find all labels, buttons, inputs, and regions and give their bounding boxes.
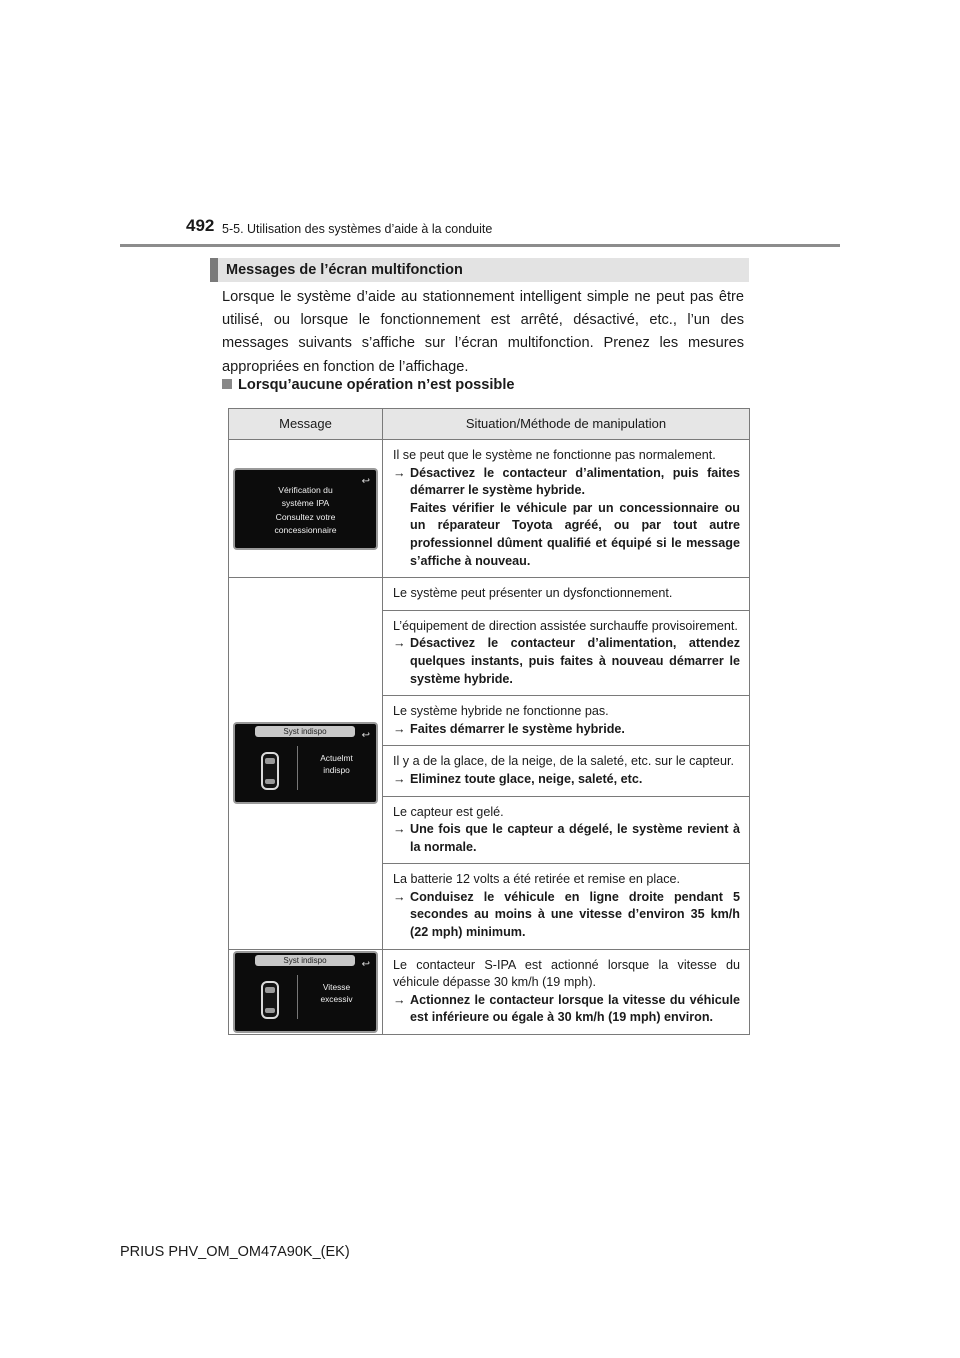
situation-text: La batterie 12 volts a été retirée et remise en place.	[393, 872, 681, 887]
situation-cell	[383, 864, 750, 949]
action-text: → Désactivez le contacteur d’alimentation, attendez quelques instants, puis faites à nouveau démarrer le système hybride.	[393, 636, 740, 686]
back-arrow-icon: ↩	[361, 475, 370, 487]
arrow-icon: →	[393, 771, 406, 786]
subheading	[222, 377, 515, 393]
table-row	[229, 578, 750, 611]
status-pill: Syst indispo	[255, 726, 355, 737]
screen-line: indispo	[323, 765, 350, 776]
situation-text: Le système hybride ne fonctionne pas.	[393, 704, 609, 719]
action-text: → Eliminez toute glace, neige, saleté, etc.	[393, 771, 740, 789]
page-number: 492	[186, 216, 215, 235]
ipa-check-screen	[233, 468, 378, 550]
situation-text: Le système peut présenter un dysfonctionnement.	[393, 586, 673, 601]
situation-cell	[383, 796, 750, 864]
car-icon	[261, 752, 279, 790]
screen-line: Consultez votre	[275, 511, 336, 522]
footer-doc-code: PRIUS PHV_OM_OM47A90K_(EK)	[120, 1244, 350, 1260]
section-heading: Messages de l’écran multifonction	[210, 258, 749, 282]
syst-indispo-screen	[233, 722, 378, 804]
situation-text: Il y a de la glace, de la neige, de la saleté, etc. sur le capteur.	[393, 754, 734, 769]
screen-line: Vitesse	[322, 981, 351, 992]
arrow-icon: →	[393, 721, 406, 736]
situation-cell	[383, 440, 750, 578]
situation-text: Le capteur est gelé.	[393, 804, 504, 819]
status-pill: Syst indispo	[255, 955, 355, 966]
back-arrow-icon: ↩	[361, 958, 370, 970]
column-header-situation: Situation/Méthode de manipulation	[383, 409, 750, 440]
situation-cell	[383, 746, 750, 796]
screen-line: Vérification du	[278, 484, 333, 495]
vitesse-excessive-screen	[233, 951, 378, 1033]
header-rule	[120, 244, 840, 247]
situation-text: Le contacteur S-IPA est actionné lorsque la vitesse du véhicule dépasse 30 km/h (19 mph).	[393, 957, 740, 990]
table-row	[229, 440, 750, 578]
message-image-cell	[229, 578, 383, 950]
situation-cell	[383, 610, 750, 695]
screen-message	[243, 484, 368, 538]
arrow-icon: →	[393, 889, 406, 904]
message-image-cell	[229, 949, 383, 1034]
subheading-text: Lorsqu’aucune opération n’est possible	[238, 377, 515, 393]
screen-line: Actuelmt	[320, 753, 353, 764]
action-text: → Actionnez le contacteur lorsque la vitesse du véhicule est inférieure ou égale à 30 km/h (19 mph) environ.	[393, 992, 740, 1025]
action-text: → Conduisez le véhicule en ligne droite pendant 5 secondes au moins à une vitesse d’environ 35 km/h (22 mph) minimum.	[393, 889, 740, 940]
arrow-icon: →	[393, 822, 406, 837]
situation-cell	[383, 578, 750, 611]
situation-text: L’équipement de direction assistée surchauffe provisoirement.	[393, 618, 738, 633]
intro-paragraph: Lorsque le système d’aide au stationnement intelligent simple ne peut pas être utilisé, ou lorsque le fonctionnement est arrêté, désactivé, etc., l’un des messages suivants s’affiche sur l’écran multifonction. Prenez les mesures appropriées en fonction de l’affichage.	[222, 289, 744, 375]
car-icon	[261, 981, 279, 1019]
situation-cell	[383, 949, 750, 1034]
screen-message	[301, 752, 372, 776]
screen-divider	[297, 746, 298, 790]
table-header-row	[229, 409, 750, 440]
screen-line: système IPA	[281, 498, 330, 509]
screen-message	[301, 981, 372, 1005]
arrow-icon: →	[393, 992, 406, 1007]
action-text: → Désactivez le contacteur d’alimentation, puis faites démarrer le système hybride.	[393, 465, 740, 498]
action-text: → Faites démarrer le système hybride.	[393, 721, 740, 739]
column-header-message: Message	[229, 409, 383, 440]
square-bullet-icon	[222, 379, 232, 389]
section-title: 5-5. Utilisation des systèmes d’aide à la conduite	[222, 222, 493, 236]
situation-cell	[383, 696, 750, 746]
arrow-icon: →	[393, 465, 406, 480]
message-table	[228, 408, 750, 1035]
screen-line: excessiv	[320, 993, 353, 1004]
screen-line: concessionnaire	[274, 525, 337, 536]
action-text: → Une fois que le capteur a dégelé, le système revient à la normale.	[393, 822, 740, 854]
screen-divider	[297, 975, 298, 1019]
table-row	[229, 949, 750, 1034]
situation-text: Il se peut que le système ne fonctionne pas normalement.	[393, 448, 716, 462]
action-text-continued: Faites vérifier le véhicule par un concessionnaire ou un réparateur Toyota agréé, ou par tout autre professionnel dûment qualifié et équipé si le message s’affiche à nouveau.	[410, 500, 740, 568]
message-image-cell	[229, 440, 383, 578]
arrow-icon: →	[393, 636, 406, 651]
back-arrow-icon: ↩	[361, 730, 370, 742]
